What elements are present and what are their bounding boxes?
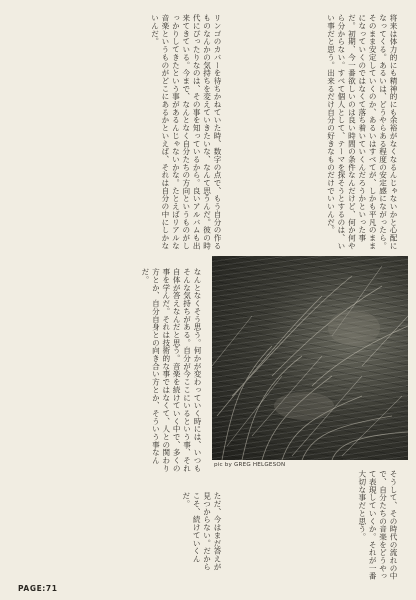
article-column-middle-left: なんとなくそう思う。何かが変わっていく時には、いつもそんな気持ちがある。自分が今ここにいるという事、それ自体が答えなんだと思う。音楽を続けていく中で、多くの事を学んだ。それは技術的な事ではなくて、人との関わり方とか、自分自身との向き合い方とか、そういう事なんだ。 (140, 268, 202, 473)
article-column-lower-right: そうして、その時代の流れの中で、自分たちの音楽をどうやって表現していくか。それが一番大切な事だと思う。 (357, 470, 398, 580)
grass-field-photo (212, 256, 408, 460)
grass-strokes (212, 256, 408, 460)
article-column-lower-left: ただ、今はまだ答えが見つからない。だからこそ、続けていくんだ。 (181, 492, 222, 571)
page-number: PAGE:71 (18, 584, 58, 593)
article-column-upper-right: 将来は体力的にも精神的にも余裕がなくなるんじゃないかと心配になってくる。あるいは、どうやらある程度の安定感にながったら。 そのまま安定していくのか、あるいはすべてが、しかも平凡のままになっていくのではなくて落ち着いていくんだろうかといった事だ。初期、今一番欲しいのは良い時間の条件なんだけど、何か何やら分からない。すべて個人として、テーマを探そうとするのは、いい事だと思う。出来るだけ自分の好きなものだけでいいんだ。 (326, 14, 398, 252)
photo-caption: pic by GREG HELGESON (214, 462, 286, 468)
article-column-upper-left: リンゴのカバーを待ちかねていた時、数字の点で、もう自分の作るものなんかの気持ちを変えていきたいな、なんて思うんだ。彼の時代にぴったりなのは、その事を知っているから。良いアルバムも出来てきている。今まで、なんとなく自分たちの方向というものがしっかりしてきたという事があるんじゃないかな。たとえばリアルな音楽というものがどこにあるかといえば、それは自分の中にしかないんだ。 (150, 14, 222, 250)
